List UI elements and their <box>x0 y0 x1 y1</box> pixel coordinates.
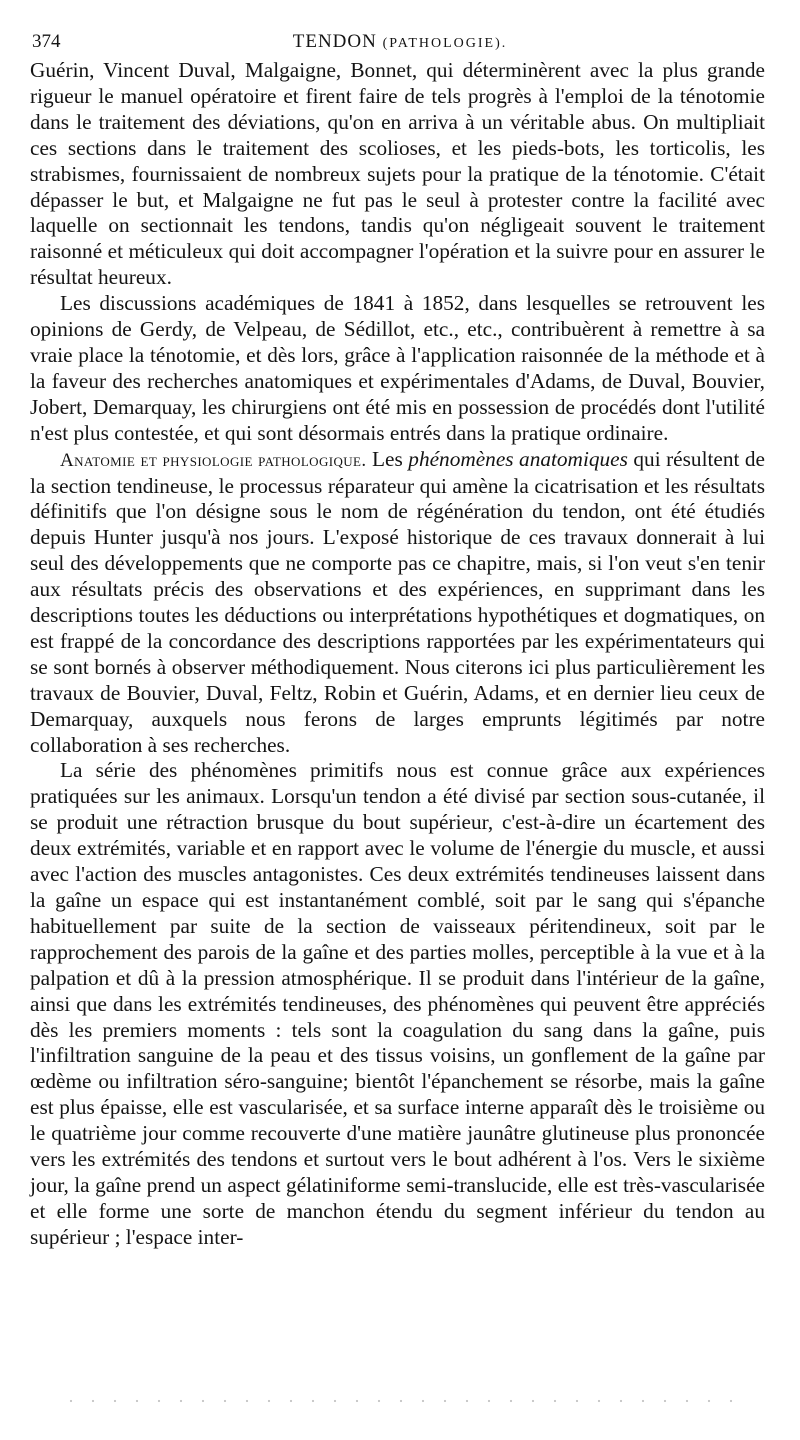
paragraph-3 <box>30 447 765 759</box>
italic-phrase: phénomènes anatomiques <box>408 446 628 471</box>
paragraph-text: Les discussions académiques de 1841 à 1852, dans lesquelles se retrouvent les opinions de Gerdy, de Velpeau, de Sédillot, etc., etc., contribuèrent à remettre à sa vraie place la ténotomie, et dès lors, grâce à l'application raisonnée de la méthode et à la faveur des recherches anatomiques et expérimentales d'Adams, de Duval, Bouvier, Jobert, Demarquay, les chirurgiens ont été mis en possession de procédés dont l'utilité n'est plus contestée, et qui sont désormais entrés dans la pratique ordinaire. <box>30 291 765 445</box>
section-heading: Anatomie et physiologie pathologique. <box>60 449 367 471</box>
paragraph-text: La série des phénomènes primitifs nous est connue grâce aux expériences pratiquées sur les animaux. Lorsqu'un tendon a été divisé par section sous-cutanée, il se produit une rétraction brusque du bout supérieur, c'est-à-dire un écartement des deux extrémités, variable et en rapport avec le volume de l'énergie du muscle, et aussi avec l'action des muscles antagonistes. Ces deux extrémités tendineuses laissent dans la gaîne un espace qui est instantanément comblé, soit par le sang qui s'épanche habituellement par suite de la section de vaisseaux péritendineux, soit par le rapprochement des parois de la gaîne et des parties molles, perceptible à la vue et à la palpation et dû à la pression atmosphérique. Il se produit dans l'intérieur de la gaîne, ainsi que dans les extrémités tendineuses, des phénomènes qui peuvent être appréciés dès les premiers moments : tels sont la coagulation du sang dans la gaîne, puis l'infiltration sanguine de la peau et des tissus voisins, un gonflement de la gaîne par œdème ou infiltration séro-sanguine; bientôt l'épanchement se résorbe, mais la gaîne est plus épaisse, elle est vascularisée, et sa surface interne apparaît dès le troisième ou le quatrième jour comme recouverte d'une matière jaunâtre glutineuse plus prononcée vers les extrémités des tendons et surtout vers le bout adhérent à l'os. Vers le sixième jour, la gaîne prend un aspect gélatiniforme semi-translucide, elle est très-vascularisée et elle forme une sorte de manchon étendu du segment inférieur du tendon au supérieur ; l'espace inter- <box>30 758 765 1249</box>
running-header <box>30 26 770 58</box>
running-title-main: TENDON <box>292 31 377 52</box>
page-number: 374 <box>32 31 61 52</box>
paragraph-lead-text: Les <box>366 446 409 471</box>
paragraph-4 <box>30 758 765 1250</box>
running-title <box>30 26 770 60</box>
paragraph-text: qui résultent de la section tendineuse, le processus réparateur qui amène la cicatrisation et les résultats définitifs que l'on désigne sous le nom de régénération du tendon, ont été étudiés depuis Hunter jusqu'à nos jours. L'exposé historique de ces travaux donnerait à lui seul des développements que ne comporte pas ce chapitre, mais, si l'on veut s'en tenir aux résultats précis des observations et des expériences, en supprimant dans les descriptions toutes les déductions ou interprétations hypothétiques et dogmatiques, on est frappé de la concordance des descriptions rapportées par les expérimentateurs qui se sont bornés à observer méthodiquement. Nous citerons ici plus particulièrement les travaux de Bouvier, Duval, Feltz, Robin et Guérin, Adams, et en dernier lieu ceux de Demarquay, auxquels nous ferons de larges emprunts légitimés par notre collaboration à ses recherches. <box>30 446 766 757</box>
footer-scan-artifact <box>60 1398 750 1404</box>
paragraph-text: Guérin, Vincent Duval, Malgaigne, Bonnet, qui déterminèrent avec la plus grande rigueur le manuel opératoire et firent faire de tels progrès à l'emploi de la ténotomie dans le traitement des déviations, qu'on en arriva à un véritable abus. On multipliait ces sections dans le traitement des scolioses, et les pieds-bots, les torticolis, les strabismes, fournissaient de nombreux sujets pour la pratique de la ténotomie. C'était dépasser le but, et Malgaigne ne fut pas le seul à protester contre la facilité avec laquelle on sectionnait les tendons, tandis qu'on négligeait souvent le traitement raisonné et méticuleux qui doit accompagner l'opération et la suivre pour en assurer le résultat heureux. <box>30 58 765 290</box>
paragraph-2 <box>30 291 765 446</box>
paragraph-1 <box>30 58 765 291</box>
body-text <box>30 58 765 1251</box>
running-title-subtitle: (PATHOLOGIE). <box>382 36 508 51</box>
